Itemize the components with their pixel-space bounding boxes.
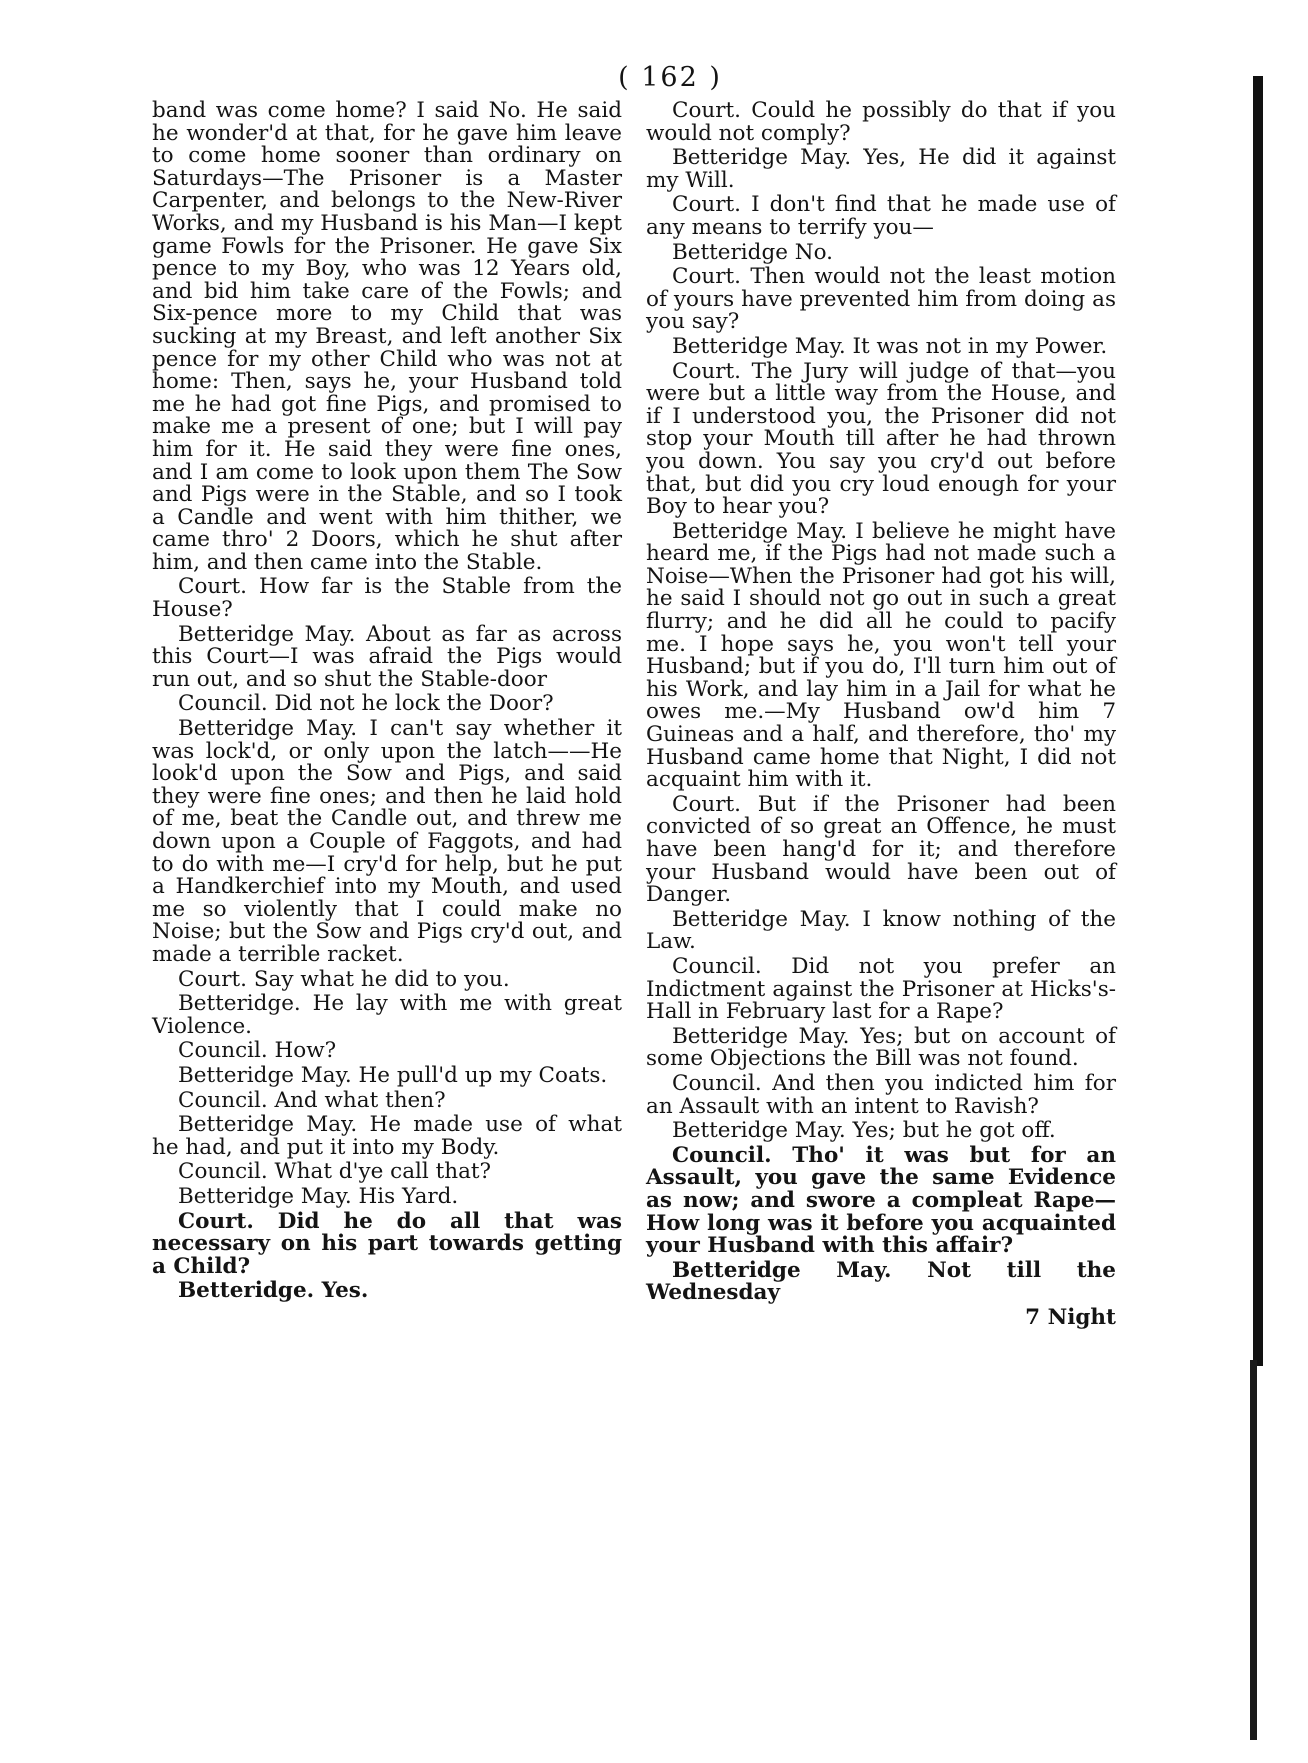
binding-shadow bbox=[1253, 76, 1263, 1366]
right-paragraph: Betteridge May. It was not in my Power. bbox=[672, 333, 1108, 359]
right-paragraph: Court. The Jury will judge of that—you were but a little way from the House, and if I understood you, the Prisoner did not stop your Mouth till after he had thrown you down. You say you cry'd out before that, but did you cry loud enough for your Boy to hear you? bbox=[646, 358, 1116, 520]
page-number: ( 162 ) bbox=[618, 62, 722, 93]
left-paragraph: Betteridge May. I can't say whether it was lock'd, or only upon the latch——He look'd upon the Sow and Pigs, and said they were fine ones; and then he laid hold of me, beat the Candle out, and threw me down upon a Couple of Faggots, and had to do with me—I cry'd for help, but he put a Handkerchief into my Mouth, and used me so violently that I could make no Noise; but the Sow and Pigs cry'd out, and made a terrible racket. bbox=[152, 716, 622, 967]
right-paragraph: Court. Then would not the least motion of yours have prevented him from doing as you say? bbox=[646, 264, 1116, 335]
right-paragraph: Council. Did not you prefer an Indictment against the Prisoner at Hicks's-Hall in February last for a Rape? bbox=[646, 953, 1116, 1025]
left-paragraph: band was come home? I said No. He said he wonder'd at that, for he gave him leave to come home sooner than ordinary on Saturdays—The Prisoner is a Master Carpenter, and belongs to the New-River Works, and my Husband is his Man—I kept game Fowls for the Prisoner. He gave Six pence to my Boy, who was 12 Years old, and bid him take care of the Fowls; and Six-pence more to my Child that was sucking at my Breast, and left another Six pence for my other Child who was not at home: Then, says he, your Husband told me he had got fine Pigs, and promised to make me a present of one; but I will pay him for it. He said they were fine ones, and I am come to look upon them The Sow and Pigs were in the Stable, and so I took a Candle and went with him thither, we came thro' 2 Doors, which he shut after him, and then came into the Stable. bbox=[152, 98, 622, 575]
right-paragraph: Court. But if the Prisoner had been convicted of so great an Offence, he must have been hang'd for it; and therefore your Husband would have been out of Danger. bbox=[646, 791, 1116, 908]
right-paragraph: Betteridge May. Yes, He did it against my Will. bbox=[646, 145, 1116, 193]
left-paragraph: Council. And what then? bbox=[178, 1087, 446, 1113]
left-paragraph: Betteridge May. His Yard. bbox=[178, 1183, 459, 1209]
left-paragraph: Betteridge May. He pull'd up my Coats. bbox=[178, 1062, 608, 1088]
left-paragraph: Council. What d'ye call that? bbox=[178, 1159, 492, 1185]
right-column bbox=[646, 100, 1116, 1331]
right-paragraph: Betteridge May. Yes; but on account of some Objections the Bill was not found. bbox=[646, 1023, 1116, 1072]
left-paragraph: Betteridge. He lay with me with great Violence. bbox=[152, 991, 622, 1039]
left-paragraph: Betteridge May. About as far as across this Court—I was afraid the Pigs would run out, and so shut the Stable-door bbox=[152, 621, 622, 692]
right-paragraph: Council. Tho' it was but for an Assault, you gave the same Evidence as now; and swore a compleat Rape—How long was it before you acquainted your Husband with this affair? bbox=[646, 1142, 1116, 1259]
binding-shadow-lower bbox=[1250, 1360, 1257, 1740]
right-paragraph: Betteridge May. I know nothing of the Law. bbox=[646, 906, 1116, 955]
catchword: 7 Night bbox=[1025, 1304, 1116, 1330]
right-paragraph: Court. Could he possibly do that if you would not comply? bbox=[646, 98, 1116, 146]
right-paragraph: Court. I don't find that he made use of any means to terrify you— bbox=[646, 192, 1116, 240]
left-paragraph: Court. Did he do all that was necessary on his part towards getting a Child? bbox=[152, 1208, 622, 1279]
right-paragraph: Betteridge May. I believe he might have heard me, if the Pigs had not made such a Noise—When the Prisoner had got his will, he said I should not go out in such a great flurry; and he did all he could to pacify me. I hope says he, you won't tell your Husband; but if you do, I'll turn him out of his Work, and lay him in a Jail for what he owes me.—My Husband ow'd him 7 Guineas and a half, and therefore, tho' my Husband came home that Night, I did not acquaint him with it. bbox=[646, 518, 1116, 793]
left-paragraph: Council. How? bbox=[178, 1038, 337, 1064]
left-column bbox=[152, 100, 622, 1305]
right-paragraph: Betteridge May. Not till the Wednesday bbox=[646, 1257, 1116, 1306]
left-paragraph: Court. Say what he did to you. bbox=[178, 966, 510, 992]
right-paragraph: Council. And then you indicted him for an Assault with an intent to Ravish? bbox=[646, 1070, 1116, 1119]
right-paragraph: Betteridge No. bbox=[672, 239, 833, 265]
left-paragraph: Betteridge. Yes. bbox=[178, 1278, 369, 1304]
left-paragraph: Court. How far is the Stable from the House? bbox=[152, 574, 622, 623]
right-paragraph: Betteridge May. Yes; but he got off. bbox=[672, 1118, 1056, 1144]
left-paragraph: Council. Did not he lock the Door? bbox=[178, 691, 554, 717]
left-paragraph: Betteridge May. He made use of what he had, and put it into my Body. bbox=[152, 1112, 622, 1160]
